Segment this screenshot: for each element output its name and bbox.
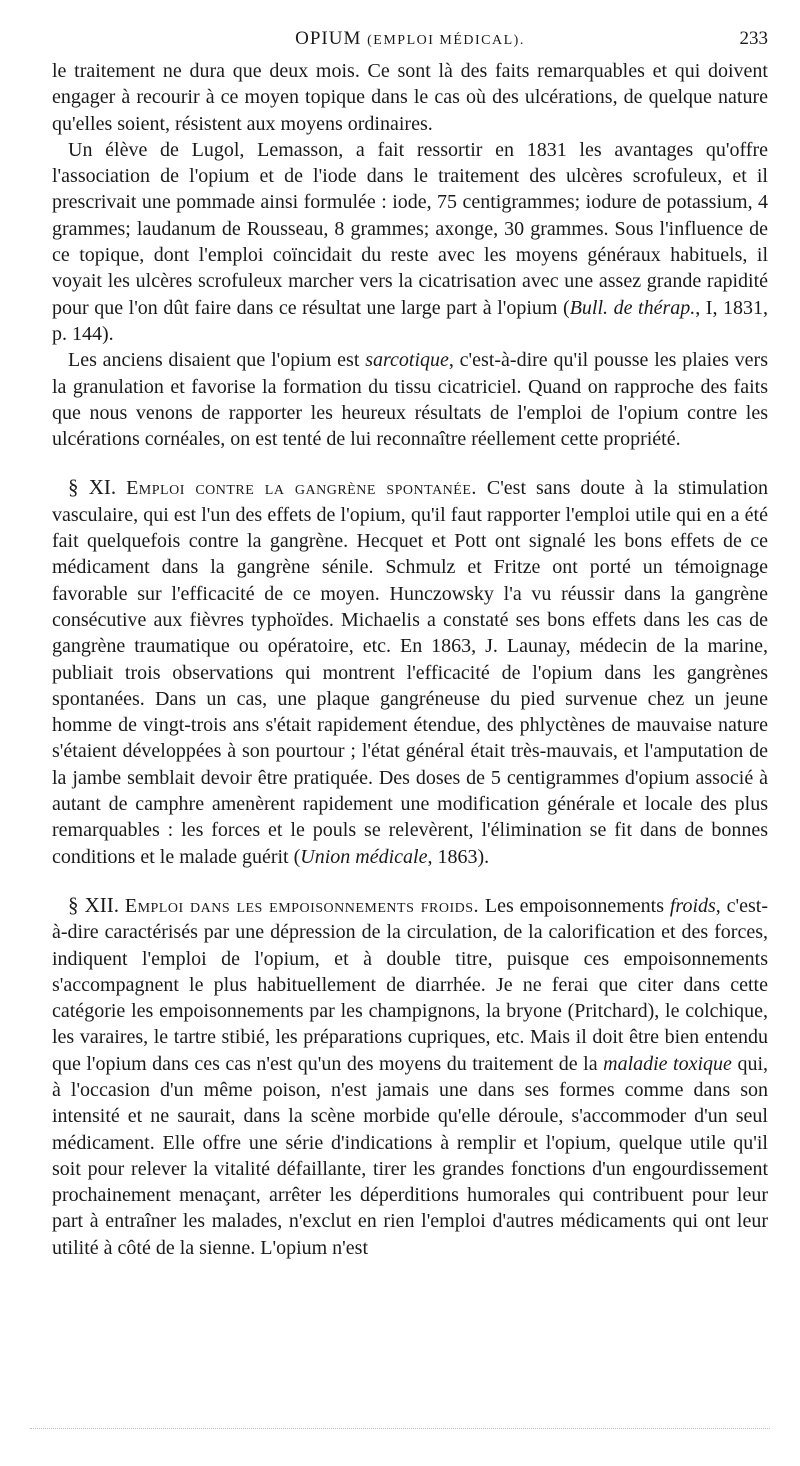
paragraph-lugol-text: Un élève de Lugol, Lemasson, a fait ressortir en 1831 les avantages qu'offre l'association de l'opium et de l'iode dans le traitement des ulcères scrofuleux, et il prescrivait une pommade ainsi formulée : iode, 75 centigrammes; iodure de potassium, 4 grammes; laudanum de Rousseau, 8 grammes; axonge, 30 grammes. Sous l'influence de ce topique, dont l'emploi coïncidait du reste avec les moyens généraux habituels, il voyait les ulcères scrofuleux marcher vers la cicatrisation avec une assez grande rapidité pour que l'on dût faire dans ce résultat une large part à l'opium ( [52, 138, 768, 319]
section-xii-heading: Emploi dans les empoisonnements froids. [124, 894, 479, 917]
paragraph-continuation: le traitement ne dura que deux mois. Ce sont là des faits remarquables et qui doivent engager à recourir à ce moyen topique dans le cas où des ulcérations, de quelque nature qu'elles soient, résistent aux moyens ordinaires. [52, 60, 768, 135]
running-title-sub: (EMPLOI MÉDICAL). [367, 33, 525, 48]
page-bottom-divider [30, 1428, 770, 1429]
section-xi-mark: § XI. [68, 475, 117, 500]
term-froids: froids [669, 894, 716, 917]
section-xi-paragraph [52, 474, 768, 869]
section-xi-text: C'est sans doute à la stimulation vasculaire, qui est l'un des effets de l'opium, qu'il faut rapporter l'emploi utile qui en a été fait quelquefois contre la gangrène. Hecquet et Pott ont signalé les bons effets de ce médicament dans la gangrène sénile. Schmulz et Fritze ont porté un témoignage favorable sur l'efficacité de ce moyen. Hunczowsky l'a vu réussir dans la gangrène consécutive aux fièvres typhoïdes. Michaelis a constaté ses bons effets dans les cas de gangrène traumatique ou opératoire, etc. En 1863, J. Launay, médecin de la marine, publiait trois observations qui montrent l'efficacité de l'opium dans les gangrènes spontanées. Dans un cas, une plaque gangréneuse du pied survenue chez un jeune homme de vingt-trois ans s'était rapidement étendue, des phlyctènes de mauvaise nature s'étaient développées à son pourtour ; l'état général était très-mauvais, et l'amputation de la jambe semblait devoir être pratiquée. Des doses de 5 centigrammes d'opium associé à autant de camphre amenèrent rapidement une modification générale et locale des plus remarquables : les forces et le pouls se relevèrent, l'élimination se fit dans de bonnes conditions et le malade guérit ( [52, 477, 768, 868]
section-xii-paragraph [52, 892, 768, 1261]
paragraph-lugol-end: , I, 1831, p. 144). [52, 296, 768, 345]
section-xii [52, 892, 768, 1261]
term-sarcotique: sarcotique [365, 349, 449, 372]
section-xii-text-c: qui, à l'occasion d'un même poison, n'est jamais une dans ses formes comme dans son intensité et ne saurait, dans la scène morbide qu'elle déroule, s'accommoder d'un seul médicament. Elle offre une série d'indications à remplir et l'opium, quelque utile qu'il soit pour relever la vitalité défaillante, tirer les grandes fonctions d'un engourdissement prochainement menaçant, arrêter les déperditions humorales qui contribuent pour leur part à entraîner les malades, n'exclut en rien l'emploi d'autres médicaments qui ont leur utilité à côté de la sienne. L'opium n'est [52, 1052, 768, 1259]
section-xii-text-b: , c'est-à-dire caractérisés par une dépression de la circulation, de la calorification et des forces, indiquent l'emploi de l'opium, et à double titre, puisque ces empoisonnements s'accompagnent le plus habituellement de diarrhée. Je ne ferai que citer dans cette catégorie les empoisonnements par les champignons, la bryone (Pritchard), le colchique, les varaires, le tartre stibié, les préparations cupriques, etc. Mais il doit être bien entendu que l'opium dans ces cas n'est qu'un des moyens du traitement de la [52, 894, 768, 1075]
paragraph-lugol [52, 137, 768, 347]
citation-union-medicale: Union médicale [300, 845, 428, 868]
page-number: 233 [739, 28, 768, 49]
running-title [52, 28, 768, 50]
running-title-main: OPIUM [295, 28, 362, 49]
term-maladie-toxique: maladie toxique [603, 1052, 732, 1075]
body-text [52, 58, 768, 1261]
section-xi-end: , 1863). [427, 845, 490, 868]
citation-bull-therap: Bull. de thérap. [569, 296, 696, 319]
section-xii-text-a: Les empoisonnements [479, 894, 670, 917]
section-xii-mark: § XII. [68, 892, 119, 917]
paragraph-sarcotique-end: , c'est-à-dire qu'il pousse les plaies vers la granulation et favorise la formation du tissu cicatriciel. Quand on rapproche des faits que nous venons de rapporter les heureux résultats de l'emploi de l'opium contre les ulcérations cornéales, on est tenté de lui reconnaître réellement cette propriété. [52, 349, 768, 451]
section-xi [52, 474, 768, 869]
paragraph-sarcotique [52, 347, 768, 452]
section-xi-heading: Emploi contre la gangrène spontanée. [126, 477, 477, 500]
running-head [52, 28, 768, 58]
paragraph-sarcotique-text: Les anciens disaient que l'opium est [68, 349, 366, 372]
page [52, 28, 768, 1261]
